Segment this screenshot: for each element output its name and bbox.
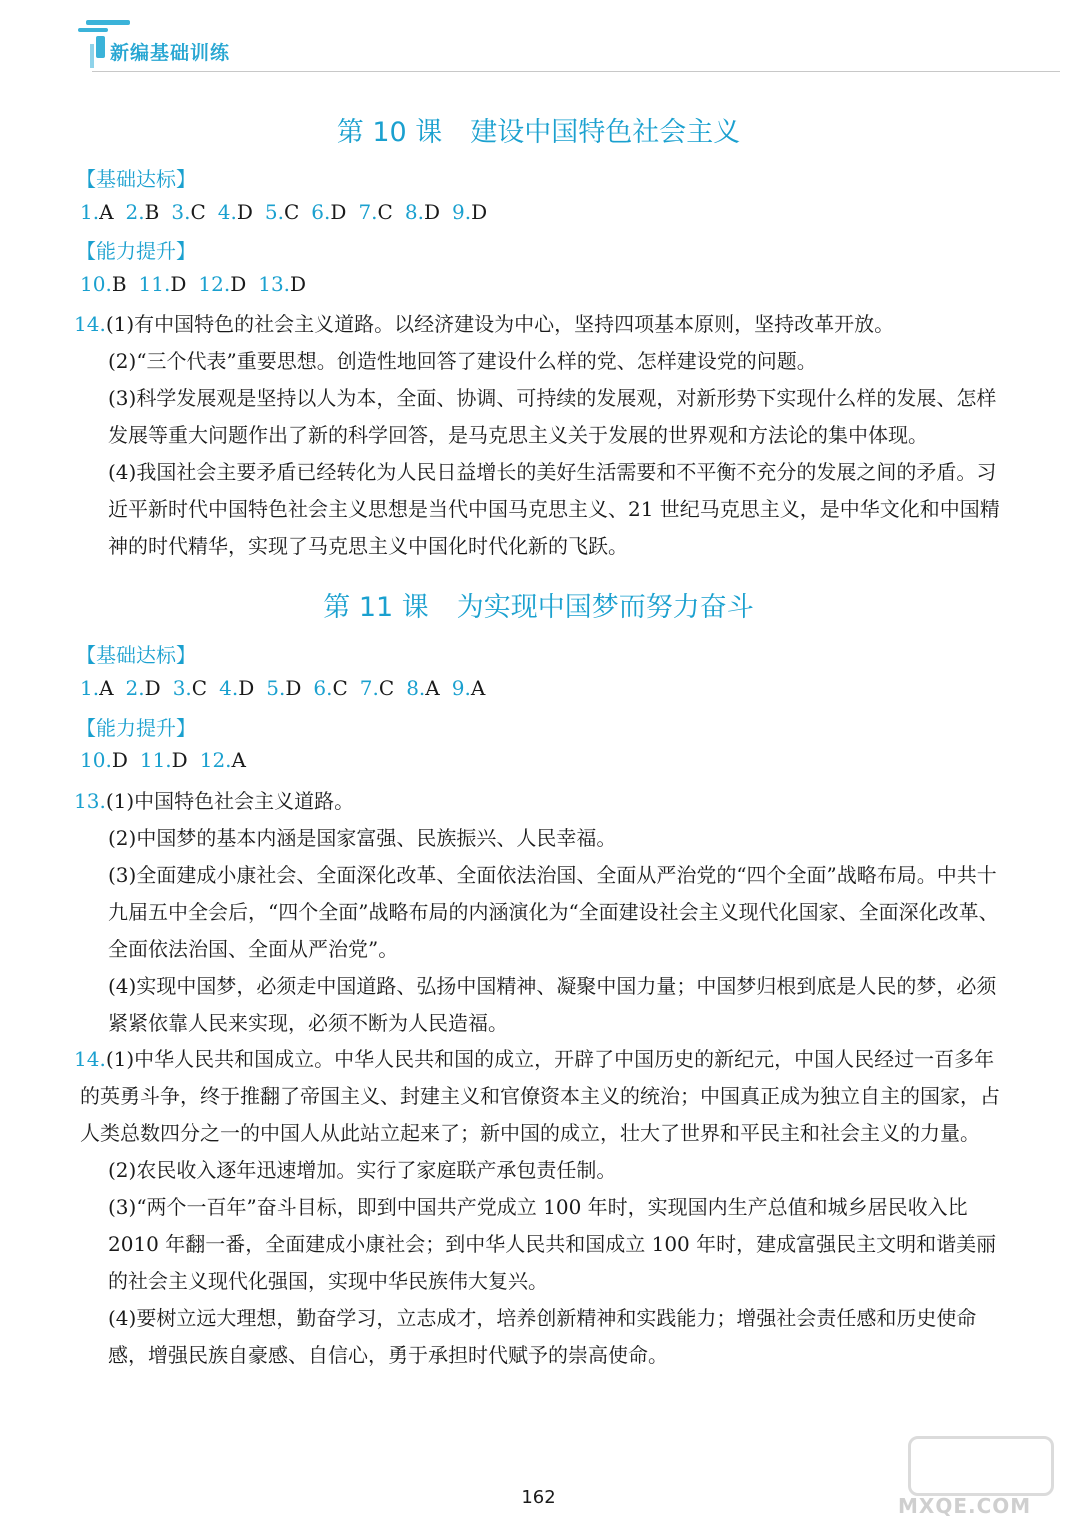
answer-number: 10. [80,272,112,296]
answer-number: 2. [125,676,145,700]
answer-number: 11. [139,748,172,772]
answer-part: (1)中华人民共和国成立。中华人民共和国的成立，开辟了中国历史的新纪元，中国人民经过一百多年的英勇斗争，终于推翻了帝国主义、封建主义和官僚资本主义的统治；中国真正成为独立自主的国家，占人类总数四分之一的中国人从此站立起来了；新中国的成立，壮大了世界和平民主和社会主义的力量。 [80,1047,1000,1145]
answer-item [452,676,486,700]
logo-line [90,44,94,68]
page-header [78,14,1060,76]
answer-choice: D [330,200,347,224]
answer-number: 6. [313,676,333,700]
answer-number: 5. [266,676,286,700]
logo-stripe [78,28,108,32]
answer-item [80,200,114,224]
section-basic-label: 【基础达标】 [76,167,196,191]
answer-number: 7. [359,676,379,700]
answer-item [360,676,394,700]
answer-item [218,200,253,224]
answer-choice: A [425,676,440,700]
answer-choice: D [170,272,187,296]
lesson-name: 建设中国特色社会主义 [470,117,741,148]
answer-number: 12. [198,272,231,296]
answer-item [198,272,246,296]
answer-number: 11. [138,272,171,296]
answer-number: 13. [258,272,291,296]
answer-item [452,200,487,224]
answer-number: 9. [451,200,472,224]
watermark-text: MXQE.COM [898,1494,1032,1518]
answer-choice: D [236,200,253,224]
answer-part: (4)我国社会主要矛盾已经转化为人民日益增长的美好生活需要和不平衡不充分的发展之间的矛盾。习近平新时代中国特色社会主义思想是当代中国马克思主义、21 世纪马克思主义，是中华文化和中国精神的时代精华，实现了马克思主义中国化时代化新的飞跃。 [108,460,1000,558]
answer-number: 9. [451,676,471,700]
lesson11-q13 [74,783,1010,1042]
answer-item [406,676,440,700]
answer-item [405,200,440,224]
watermark-logo [898,1432,1062,1520]
answer-item [313,676,347,700]
logo-icon [86,20,130,25]
lesson11-q14 [74,1041,1010,1374]
question-number: 14. [74,312,106,336]
answer-item [358,200,392,224]
answer-choice: D [423,200,440,224]
answer-choice: A [231,748,246,772]
section-ability-label: 【能力提升】 [76,716,196,740]
answer-item [126,676,161,700]
answer-number: 1. [80,676,100,700]
book-title: 新编基础训练 [110,42,231,64]
answer-choice: D [171,748,188,772]
lesson-number: 第 11 课 [323,592,429,623]
answer-choice: C [332,676,348,700]
answer-part: (1)有中国特色的社会主义道路。以经济建设为中心，坚持四项基本原则，坚持改革开放。 [105,312,895,336]
answer-choice: C [190,200,206,224]
answer-choice: C [283,200,300,224]
answer-number: 7. [358,200,378,224]
answer-number: 8. [406,676,426,700]
answer-choice: A [99,676,114,700]
question-number: 14. [74,1047,106,1071]
answer-part: (3)科学发展观是坚持以人为本，全面、协调、可持续的发展观，对新形势下实现什么样的发展、怎样发展等重大问题作出了新的科学回答，是马克思主义关于发展的世界观和方法论的集中体现。 [108,386,997,447]
answer-item [80,748,128,772]
answer-choice: D [230,272,247,296]
section-basic-label: 【基础达标】 [76,643,196,667]
answer-choice: C [378,676,395,700]
answer-choice: D [285,676,302,700]
answer-choice: D [471,200,488,224]
answer-number: 3. [172,676,192,700]
answer-number: 8. [404,200,424,224]
answer-choice: A [470,676,486,700]
watermark-badge-icon [908,1436,1054,1496]
answer-item [80,676,114,700]
question-number: 13. [74,789,106,813]
answer-choice: D [111,748,128,772]
answer-number: 4. [217,200,237,224]
answer-number: 6. [311,200,331,224]
answer-choice: A [99,200,114,224]
lesson10-basic-answers [80,200,499,224]
answer-item [173,676,207,700]
answer-part: (3)“两个一百年”奋斗目标，即到中国共产党成立 100 年时，实现国内生产总值和城乡居民收入比 2010 年翻一番，全面建成小康社会；到中华人民共和国成立 100 年时，建成富强民主文明和谐美丽的社会主义现代化强国，实现中华民族伟大复兴。 [108,1195,997,1293]
lesson11-basic-answers [80,676,497,700]
lesson-name: 为实现中国梦而努力奋斗 [456,592,754,623]
answer-number: 5. [264,200,284,224]
answer-item [265,200,299,224]
answer-part: (2)农民收入逐年迅速增加。实行了家庭联产承包责任制。 [108,1158,617,1182]
answer-number: 1. [80,200,100,224]
answer-part: (4)要树立远大理想，勤奋学习，立志成才，培养创新精神和实践能力；增强社会责任感和历史使命感，增强民族自豪感、自信心，勇于承担时代赋予的崇高使命。 [108,1306,977,1367]
answer-item [200,748,246,772]
page-number: 162 [521,1487,556,1508]
answer-item [80,272,127,296]
answer-number: 12. [199,748,232,772]
answer-part: (4)实现中国梦，必须走中国道路、弘扬中国精神、凝聚中国力量；中国梦归根到底是人民的梦，必须紧紧依靠人民来实现，必须不断为人民造福。 [108,974,997,1035]
answer-part: (3)全面建成小康社会、全面深化改革、全面依法治国、全面从严治党的“四个全面”战略布局。中共十九届五中全会后，“四个全面”战略布局的内涵演化为“全面建设社会主义现代化国家、全面深化改革、全面依法治国、全面从严治党”。 [108,863,999,961]
answer-choice: D [144,676,161,700]
logo-mark [96,36,105,58]
header-rule [92,71,1060,72]
answer-number: 3. [171,200,191,224]
lesson10-ability-answers [80,272,318,296]
answer-item [126,200,160,224]
answer-choice: C [377,200,393,224]
lesson-11-title [0,585,1077,624]
answer-number: 10. [80,748,112,772]
answer-item [171,200,205,224]
answer-choice: C [191,676,208,700]
lesson-number: 第 10 课 [336,117,443,148]
answer-item [219,676,254,700]
answer-item [139,272,187,296]
answer-number: 2. [125,200,145,224]
answer-choice: D [238,676,255,700]
answer-number: 4. [219,676,239,700]
answer-item [258,272,306,296]
answer-choice: D [290,272,307,296]
lesson11-ability-answers [80,748,258,772]
lesson10-q14 [74,306,1010,565]
answer-part: (2)中国梦的基本内涵是国家富强、民族振兴、人民幸福。 [108,826,617,850]
answer-item [266,676,301,700]
answer-choice: B [144,200,160,224]
answer-item [140,748,188,772]
answer-item [311,200,346,224]
lesson-10-title [0,110,1077,149]
section-ability-label: 【能力提升】 [76,239,196,263]
answer-part: (2)“三个代表”重要思想。创造性地回答了建设什么样的党、怎样建设党的问题。 [108,349,817,373]
answer-part: (1)中国特色社会主义道路。 [105,789,355,813]
answer-choice: B [111,272,127,296]
